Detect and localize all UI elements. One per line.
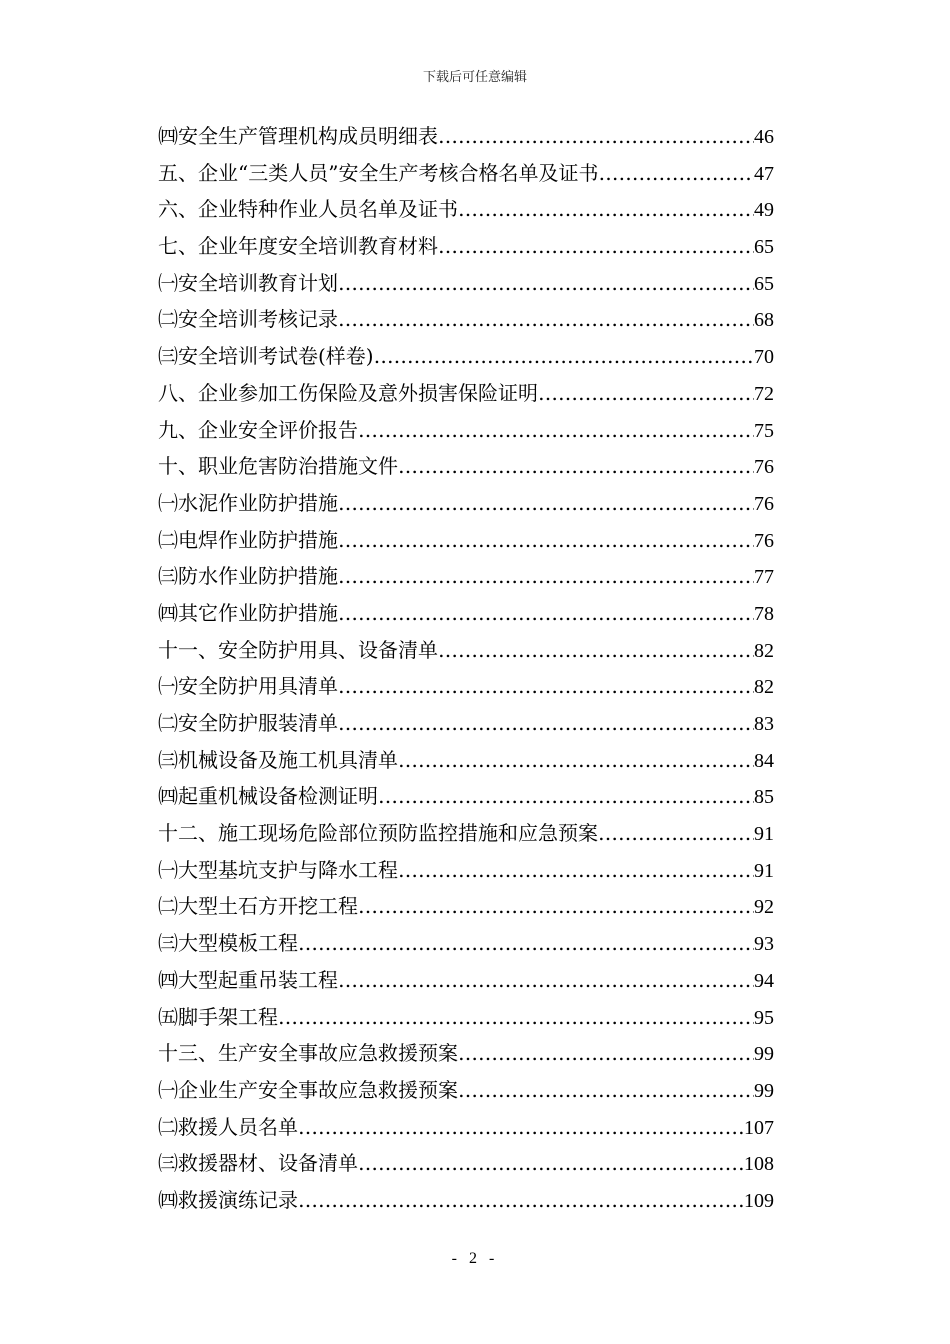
toc-entry[interactable] (158, 925, 774, 962)
toc-entry-page: 107 (744, 1116, 774, 1139)
toc-entry-title: ㈠安全防护用具清单 (158, 674, 338, 699)
toc-entry-title: ㈡安全培训考核记录 (158, 307, 338, 332)
toc-dot-leader (538, 375, 754, 412)
toc-entry[interactable] (158, 595, 774, 632)
toc-entry-title: ㈢救援器材、设备清单 (158, 1151, 358, 1176)
toc-dot-leader (398, 852, 754, 889)
toc-dot-leader (438, 118, 754, 155)
toc-entry[interactable] (158, 632, 774, 669)
toc-entry[interactable] (158, 118, 774, 155)
toc-entry-page: 72 (754, 382, 774, 405)
toc-dot-leader (374, 338, 754, 375)
toc-dot-leader (378, 778, 754, 815)
toc-dot-leader (458, 1035, 754, 1072)
toc-dot-leader (398, 742, 754, 779)
toc-dot-leader (338, 962, 754, 999)
toc-entry-page: 93 (754, 933, 774, 956)
toc-entry[interactable] (158, 265, 774, 302)
toc-entry[interactable] (158, 1072, 774, 1109)
toc-entry-title: ㈢机械设备及施工机具清单 (158, 747, 398, 772)
toc-entry-title: ㈡大型土石方开挖工程 (158, 894, 358, 919)
toc-entry-page: 76 (754, 529, 774, 552)
toc-entry-page: 91 (754, 859, 774, 882)
toc-entry[interactable] (158, 301, 774, 338)
toc-dot-leader (338, 485, 754, 522)
toc-entry-page: 76 (754, 492, 774, 515)
toc-entry[interactable] (158, 852, 774, 889)
toc-entry-title: ㈣安全生产管理机构成员明细表 (158, 124, 438, 148)
toc-entry-page: 78 (754, 602, 774, 625)
toc-entry-title: ㈢大型模板工程 (158, 931, 298, 956)
toc-entry[interactable] (158, 228, 774, 265)
toc-entry-title: 八、企业参加工伤保险及意外损害保险证明 (158, 380, 538, 405)
toc-entry[interactable] (158, 962, 774, 999)
toc-dot-leader (438, 632, 754, 669)
toc-entry-page: 94 (754, 969, 774, 992)
toc-entry-page: 84 (754, 749, 774, 772)
toc-dot-leader (398, 448, 754, 485)
toc-entry-title: ㈡安全防护服装清单 (158, 711, 338, 735)
toc-entry[interactable] (158, 191, 774, 228)
table-of-contents (158, 118, 774, 1219)
toc-entry-page: 82 (754, 676, 774, 699)
toc-entry[interactable] (158, 668, 774, 705)
toc-dot-leader (438, 228, 754, 265)
toc-dot-leader (298, 925, 754, 962)
toc-entry-title: ㈢安全培训考试卷(样卷) (158, 344, 374, 369)
toc-entry-title: 十、职业危害防治措施文件 (158, 454, 398, 479)
toc-dot-leader (338, 595, 754, 632)
toc-entry-page: 91 (754, 823, 774, 846)
toc-entry-page: 49 (754, 199, 774, 222)
toc-entry-page: 95 (754, 1006, 774, 1029)
toc-entry-title: 六、企业特种作业人员名单及证书 (158, 197, 458, 222)
toc-dot-leader (598, 815, 754, 852)
toc-entry-title: 五、企业“三类人员”安全生产考核合格名单及证书 (158, 160, 599, 185)
toc-entry-title: 十一、安全防护用具、设备清单 (158, 637, 438, 662)
toc-dot-leader (598, 155, 754, 192)
toc-entry-page: 99 (754, 1079, 774, 1102)
toc-entry[interactable] (158, 338, 774, 375)
toc-entry[interactable] (158, 1182, 774, 1219)
toc-entry[interactable] (158, 375, 774, 412)
toc-entry-title: 十二、施工现场危险部位预防监控措施和应急预案 (158, 821, 598, 846)
toc-dot-leader (338, 705, 754, 742)
toc-dot-leader (458, 191, 754, 228)
toc-entry-title: ㈠大型基坑支护与降水工程 (158, 857, 398, 882)
toc-entry-title: ㈣救援演练记录 (158, 1187, 298, 1212)
toc-entry-title: ㈢防水作业防护措施 (158, 564, 338, 589)
toc-dot-leader (358, 412, 754, 449)
toc-entry[interactable] (158, 558, 774, 595)
toc-entry[interactable] (158, 705, 774, 742)
toc-entry-page: 92 (754, 896, 774, 919)
toc-entry-page: 77 (754, 566, 774, 589)
toc-entry-title: ㈡救援人员名单 (158, 1114, 298, 1139)
toc-entry-title: ㈣大型起重吊装工程 (158, 967, 338, 992)
toc-entry-title: ㈤脚手架工程 (158, 1004, 278, 1029)
page-number: - 2 - (451, 1250, 499, 1267)
toc-entry[interactable] (158, 999, 774, 1036)
toc-entry-page: 70 (754, 346, 774, 369)
toc-entry[interactable] (158, 412, 774, 449)
toc-entry[interactable] (158, 448, 774, 485)
toc-entry[interactable] (158, 742, 774, 779)
toc-entry-page: 75 (754, 419, 774, 442)
toc-entry[interactable] (158, 778, 774, 815)
toc-entry[interactable] (158, 815, 774, 852)
toc-entry-page: 99 (754, 1043, 774, 1066)
toc-entry-page: 108 (744, 1153, 774, 1176)
toc-entry-title: 七、企业年度安全培训教育材料 (158, 234, 438, 259)
toc-entry[interactable] (158, 888, 774, 925)
toc-dot-leader (278, 999, 754, 1036)
toc-entry[interactable] (158, 1109, 774, 1146)
toc-entry[interactable] (158, 1145, 774, 1182)
toc-entry-page: 68 (754, 309, 774, 332)
toc-entry-title: ㈣起重机械设备检测证明 (158, 784, 378, 809)
toc-dot-leader (298, 1109, 744, 1146)
toc-entry-title: ㈠水泥作业防护措施 (158, 490, 338, 515)
toc-entry-title: 十三、生产安全事故应急救援预案 (158, 1041, 458, 1066)
toc-entry-page: 65 (754, 236, 774, 259)
toc-entry-page: 76 (754, 456, 774, 479)
toc-dot-leader (338, 301, 754, 338)
toc-entry-title: ㈡电焊作业防护措施 (158, 527, 338, 552)
toc-entry-title: ㈠安全培训教育计划 (158, 270, 338, 295)
toc-dot-leader (338, 558, 754, 595)
toc-entry-page: 85 (754, 786, 774, 809)
toc-dot-leader (338, 522, 754, 559)
toc-entry-page: 82 (754, 639, 774, 662)
toc-entry[interactable] (158, 1035, 774, 1072)
toc-entry[interactable] (158, 485, 774, 522)
toc-entry-title: ㈣其它作业防护措施 (158, 600, 338, 625)
toc-entry-page: 65 (754, 272, 774, 295)
toc-dot-leader (458, 1072, 754, 1109)
toc-dot-leader (338, 265, 754, 302)
toc-dot-leader (338, 668, 754, 705)
toc-dot-leader (358, 888, 754, 925)
toc-entry[interactable] (158, 522, 774, 559)
toc-entry-page: 109 (744, 1189, 774, 1212)
page-header: 下载后可任意编辑 (422, 70, 527, 85)
toc-dot-leader (358, 1145, 744, 1182)
toc-dot-leader (298, 1182, 744, 1219)
toc-entry-title: ㈠企业生产安全事故应急救援预案 (158, 1077, 458, 1102)
toc-entry-page: 46 (754, 126, 774, 148)
toc-entry-page: 47 (754, 162, 774, 185)
toc-entry[interactable] (158, 155, 774, 192)
toc-entry-page: 83 (754, 713, 774, 735)
toc-entry-title: 九、企业安全评价报告 (158, 417, 358, 442)
